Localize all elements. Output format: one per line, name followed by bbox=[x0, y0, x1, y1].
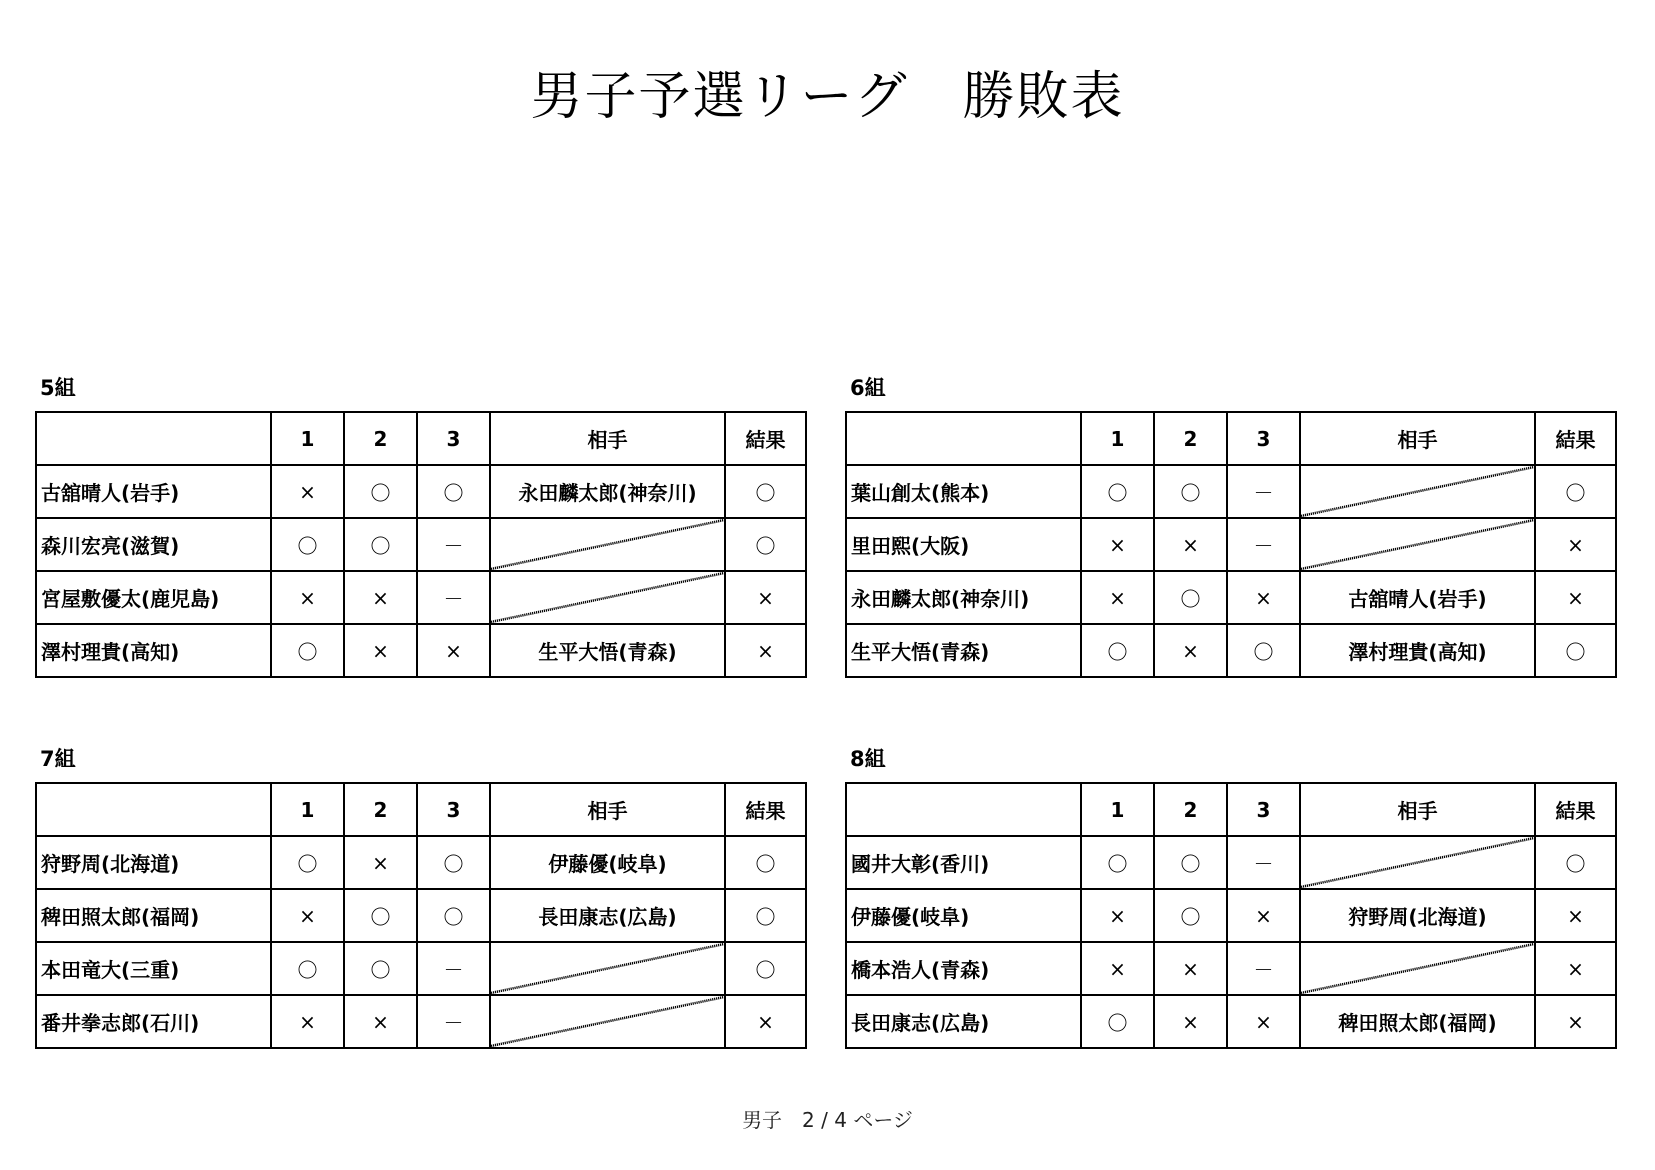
header-row bbox=[36, 783, 806, 836]
header-match-3: 3 bbox=[1227, 412, 1300, 465]
table-row bbox=[846, 889, 1616, 942]
table-row bbox=[846, 624, 1616, 677]
match-2-mark: × bbox=[344, 624, 417, 677]
header-name bbox=[36, 783, 271, 836]
opponent-cell bbox=[490, 571, 725, 624]
table-row bbox=[846, 995, 1616, 1048]
opponent-name: 古舘晴人(岩手) bbox=[1348, 587, 1487, 611]
result-mark: 〇 bbox=[725, 518, 806, 571]
result-mark: 〇 bbox=[725, 889, 806, 942]
page-title: 男子予選リーグ 勝敗表 bbox=[530, 67, 1125, 127]
opponent-name: 澤村理貴(高知) bbox=[1348, 640, 1487, 664]
match-2-mark: × bbox=[344, 836, 417, 889]
group-table bbox=[35, 411, 807, 678]
result-mark: × bbox=[1535, 518, 1616, 571]
opponent-name: 伊藤優(岐阜) bbox=[548, 852, 667, 876]
header-opponent: 相手 bbox=[1300, 412, 1535, 465]
match-3-mark: － bbox=[417, 518, 490, 571]
match-2-mark: 〇 bbox=[1154, 571, 1227, 624]
empty-slash-line bbox=[491, 996, 724, 1047]
page-footer: 男子 2 / 4 ページ bbox=[742, 1108, 913, 1132]
table-row bbox=[36, 836, 806, 889]
result-mark: 〇 bbox=[1535, 624, 1616, 677]
match-3-mark: － bbox=[417, 571, 490, 624]
result-mark: 〇 bbox=[1535, 465, 1616, 518]
match-1-mark: × bbox=[271, 995, 344, 1048]
match-1-mark: × bbox=[1081, 889, 1154, 942]
match-3-mark: 〇 bbox=[417, 889, 490, 942]
match-3-mark: － bbox=[1227, 465, 1300, 518]
match-1-mark: 〇 bbox=[271, 836, 344, 889]
match-1-mark: 〇 bbox=[1081, 465, 1154, 518]
group-table bbox=[35, 782, 807, 1049]
match-1-mark: 〇 bbox=[1081, 995, 1154, 1048]
header-result: 結果 bbox=[725, 783, 806, 836]
header-match-1: 1 bbox=[271, 783, 344, 836]
player-name: 宮屋敷優太(鹿児島) bbox=[36, 571, 271, 624]
match-1-mark: × bbox=[1081, 571, 1154, 624]
match-1-mark: 〇 bbox=[271, 942, 344, 995]
match-2-mark: 〇 bbox=[344, 518, 417, 571]
empty-slash-line bbox=[491, 519, 724, 570]
header-row bbox=[846, 412, 1616, 465]
player-name: 番井拳志郎(石川) bbox=[36, 995, 271, 1048]
match-3-mark: × bbox=[417, 624, 490, 677]
opponent-cell bbox=[1300, 465, 1535, 518]
match-2-mark: 〇 bbox=[344, 942, 417, 995]
header-opponent: 相手 bbox=[490, 412, 725, 465]
result-mark: × bbox=[1535, 942, 1616, 995]
header-match-2: 2 bbox=[344, 412, 417, 465]
table-row bbox=[846, 518, 1616, 571]
player-name: 里田熙(大阪) bbox=[846, 518, 1081, 571]
result-mark: × bbox=[725, 995, 806, 1048]
empty-slash-line bbox=[1301, 837, 1534, 888]
header-result: 結果 bbox=[725, 412, 806, 465]
header-result: 結果 bbox=[1535, 783, 1616, 836]
empty-slash-line bbox=[491, 572, 724, 623]
player-name: 稗田照太郎(福岡) bbox=[36, 889, 271, 942]
match-2-mark: × bbox=[344, 995, 417, 1048]
empty-slash-line bbox=[491, 943, 724, 994]
match-3-mark: 〇 bbox=[417, 836, 490, 889]
opponent-name: 狩野周(北海道) bbox=[1348, 905, 1487, 929]
result-mark: × bbox=[725, 624, 806, 677]
header-match-1: 1 bbox=[271, 412, 344, 465]
match-1-mark: × bbox=[1081, 942, 1154, 995]
result-mark: × bbox=[725, 571, 806, 624]
header-match-3: 3 bbox=[1227, 783, 1300, 836]
player-name: 森川宏亮(滋賀) bbox=[36, 518, 271, 571]
player-name: 生平大悟(青森) bbox=[846, 624, 1081, 677]
match-3-mark: × bbox=[1227, 995, 1300, 1048]
opponent-name: 長田康志(広島) bbox=[538, 905, 677, 929]
header-name bbox=[36, 412, 271, 465]
match-1-mark: 〇 bbox=[271, 518, 344, 571]
opponent-cell bbox=[1300, 995, 1535, 1048]
empty-slash-line bbox=[1301, 466, 1534, 517]
group-table bbox=[845, 411, 1617, 678]
opponent-cell bbox=[490, 465, 725, 518]
opponent-cell bbox=[1300, 624, 1535, 677]
header-match-2: 2 bbox=[344, 783, 417, 836]
opponent-cell bbox=[490, 836, 725, 889]
opponent-cell bbox=[1300, 836, 1535, 889]
empty-slash-line bbox=[1301, 943, 1534, 994]
table-row bbox=[36, 995, 806, 1048]
player-name: 古舘晴人(岩手) bbox=[36, 465, 271, 518]
table-row bbox=[846, 571, 1616, 624]
opponent-cell bbox=[490, 942, 725, 995]
match-1-mark: × bbox=[271, 571, 344, 624]
player-name: 長田康志(広島) bbox=[846, 995, 1081, 1048]
table-row bbox=[36, 624, 806, 677]
match-2-mark: 〇 bbox=[1154, 889, 1227, 942]
table-row bbox=[846, 942, 1616, 995]
match-3-mark: 〇 bbox=[417, 465, 490, 518]
opponent-cell bbox=[1300, 571, 1535, 624]
match-1-mark: 〇 bbox=[1081, 836, 1154, 889]
table-row bbox=[36, 571, 806, 624]
match-2-mark: × bbox=[1154, 624, 1227, 677]
opponent-name: 生平大悟(青森) bbox=[538, 640, 677, 664]
player-name: 本田竜大(三重) bbox=[36, 942, 271, 995]
header-opponent: 相手 bbox=[490, 783, 725, 836]
player-name: 伊藤優(岐阜) bbox=[846, 889, 1081, 942]
group-label: 8組 bbox=[850, 747, 886, 771]
match-1-mark: × bbox=[271, 889, 344, 942]
group-label: 7組 bbox=[40, 747, 76, 771]
opponent-name: 稗田照太郎(福岡) bbox=[1338, 1011, 1497, 1035]
header-match-3: 3 bbox=[417, 412, 490, 465]
result-mark: 〇 bbox=[725, 465, 806, 518]
header-name bbox=[846, 783, 1081, 836]
match-3-mark: － bbox=[1227, 942, 1300, 995]
header-match-2: 2 bbox=[1154, 783, 1227, 836]
match-2-mark: × bbox=[1154, 942, 1227, 995]
result-mark: × bbox=[1535, 889, 1616, 942]
result-mark: 〇 bbox=[725, 836, 806, 889]
result-mark: × bbox=[1535, 995, 1616, 1048]
table-row bbox=[36, 518, 806, 571]
header-name bbox=[846, 412, 1081, 465]
group-label: 6組 bbox=[850, 376, 886, 400]
header-match-3: 3 bbox=[417, 783, 490, 836]
match-2-mark: 〇 bbox=[344, 465, 417, 518]
result-mark: 〇 bbox=[1535, 836, 1616, 889]
header-row bbox=[846, 783, 1616, 836]
match-1-mark: 〇 bbox=[271, 624, 344, 677]
group-table bbox=[845, 782, 1617, 1049]
header-match-2: 2 bbox=[1154, 412, 1227, 465]
match-3-mark: － bbox=[417, 995, 490, 1048]
table-row bbox=[846, 465, 1616, 518]
opponent-cell bbox=[490, 995, 725, 1048]
match-2-mark: × bbox=[344, 571, 417, 624]
match-3-mark: － bbox=[1227, 518, 1300, 571]
header-opponent: 相手 bbox=[1300, 783, 1535, 836]
match-3-mark: × bbox=[1227, 571, 1300, 624]
header-row bbox=[36, 412, 806, 465]
player-name: 狩野周(北海道) bbox=[36, 836, 271, 889]
table-row bbox=[846, 836, 1616, 889]
match-2-mark: × bbox=[1154, 995, 1227, 1048]
result-mark: 〇 bbox=[725, 942, 806, 995]
header-match-1: 1 bbox=[1081, 783, 1154, 836]
player-name: 永田麟太郎(神奈川) bbox=[846, 571, 1081, 624]
table-row bbox=[36, 889, 806, 942]
match-2-mark: 〇 bbox=[344, 889, 417, 942]
opponent-cell bbox=[1300, 889, 1535, 942]
match-3-mark: － bbox=[417, 942, 490, 995]
match-3-mark: × bbox=[1227, 889, 1300, 942]
opponent-name: 永田麟太郎(神奈川) bbox=[518, 481, 697, 505]
player-name: 澤村理貴(高知) bbox=[36, 624, 271, 677]
player-name: 葉山創太(熊本) bbox=[846, 465, 1081, 518]
match-1-mark: 〇 bbox=[1081, 624, 1154, 677]
match-3-mark: 〇 bbox=[1227, 624, 1300, 677]
header-result: 結果 bbox=[1535, 412, 1616, 465]
player-name: 國井大彰(香川) bbox=[846, 836, 1081, 889]
group-label: 5組 bbox=[40, 376, 76, 400]
match-1-mark: × bbox=[271, 465, 344, 518]
opponent-cell bbox=[490, 889, 725, 942]
opponent-cell bbox=[490, 624, 725, 677]
table-row bbox=[36, 942, 806, 995]
match-2-mark: × bbox=[1154, 518, 1227, 571]
empty-slash-line bbox=[1301, 519, 1534, 570]
table-row bbox=[36, 465, 806, 518]
match-1-mark: × bbox=[1081, 518, 1154, 571]
match-2-mark: 〇 bbox=[1154, 465, 1227, 518]
match-2-mark: 〇 bbox=[1154, 836, 1227, 889]
result-mark: × bbox=[1535, 571, 1616, 624]
opponent-cell bbox=[1300, 942, 1535, 995]
match-3-mark: － bbox=[1227, 836, 1300, 889]
header-match-1: 1 bbox=[1081, 412, 1154, 465]
player-name: 橋本浩人(青森) bbox=[846, 942, 1081, 995]
opponent-cell bbox=[490, 518, 725, 571]
opponent-cell bbox=[1300, 518, 1535, 571]
